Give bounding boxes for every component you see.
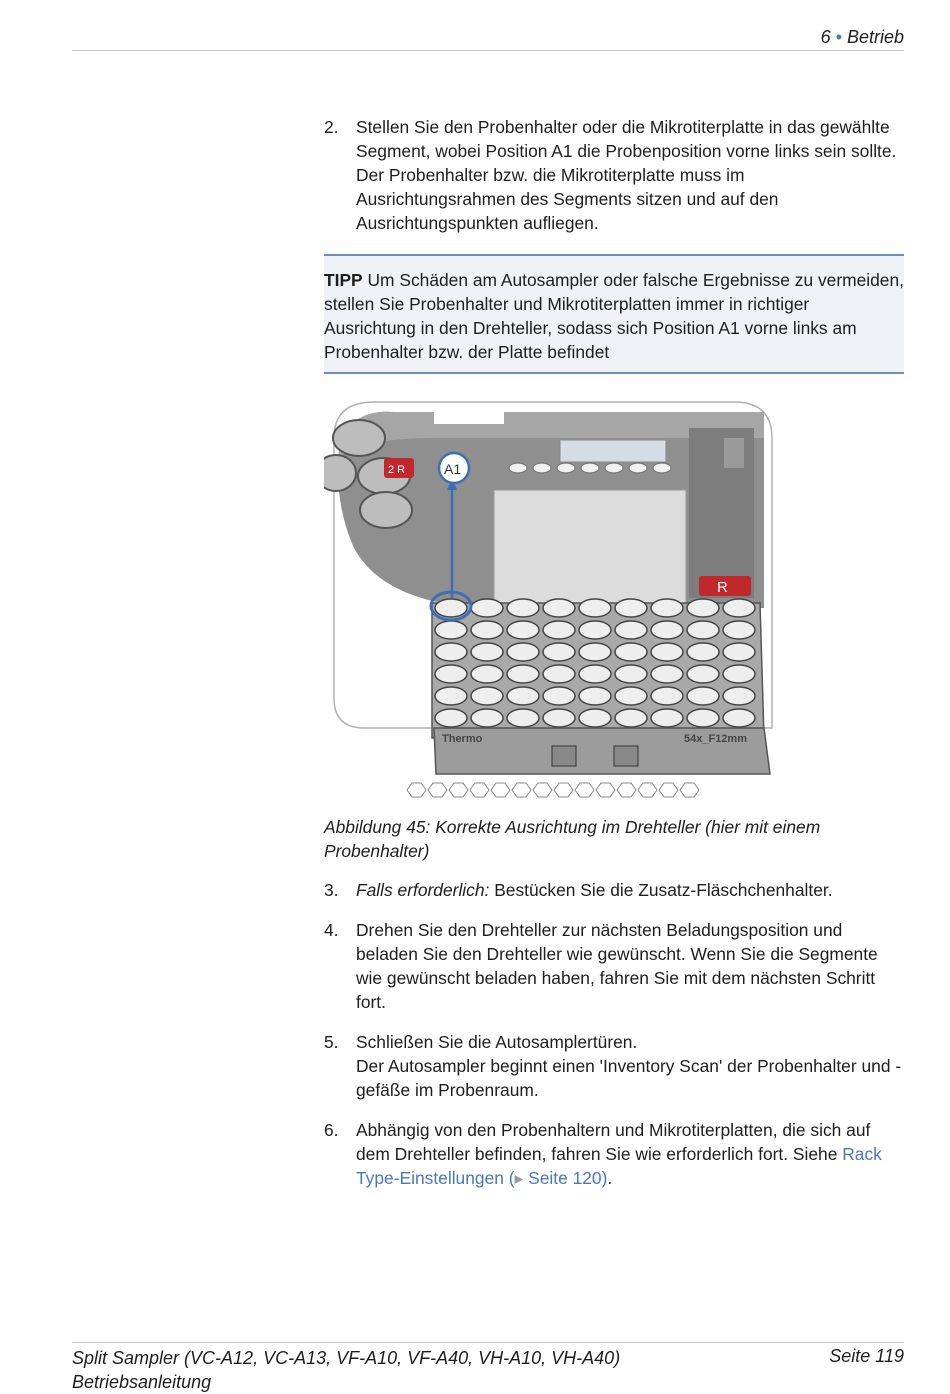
rack-hole — [435, 599, 467, 617]
hex-cell — [512, 783, 531, 797]
rack-brand: Thermo — [442, 733, 483, 745]
step-italic-lead: Falls erforderlich: — [356, 880, 490, 900]
step-number: 3. — [324, 880, 339, 900]
rack-hole — [579, 709, 611, 727]
step-3 — [324, 878, 904, 902]
rack-hole — [435, 643, 467, 661]
rack-hole — [435, 621, 467, 639]
rack-hole — [579, 621, 611, 639]
step-6 — [324, 1118, 904, 1190]
rack-hole — [687, 621, 719, 639]
rack-hole — [471, 643, 503, 661]
hex-cell — [596, 783, 615, 797]
hex-cell — [617, 783, 636, 797]
page-header — [821, 27, 904, 48]
rack-hole — [651, 599, 683, 617]
step-result: Der Autosampler beginnt einen 'Inventory Scan' der Probenhalter und -gefäße im Probenraum. — [356, 1056, 902, 1100]
step-text-main: Abhängig von den Probenhaltern und Mikrotiterplatten, die sich auf dem Drehteller befinden, fahren Sie wie erforderlich fort. Siehe — [356, 1120, 871, 1164]
hex-cell — [470, 783, 489, 797]
rack-hole — [507, 621, 539, 639]
footer-title: Split Sampler (VC-A12, VC-A13, VF-A10, VF-A40, VH-A10, VH-A40) — [72, 1348, 621, 1368]
chapter-number: 6 — [820, 27, 831, 47]
rack-hole — [615, 643, 647, 661]
figure-autosampler-tray — [324, 398, 776, 802]
rack-hole — [723, 709, 755, 727]
step-5 — [324, 1030, 904, 1102]
rack-hole — [615, 621, 647, 639]
rack-hole — [543, 621, 575, 639]
a1-callout: A1 — [444, 461, 462, 477]
page-arrow-icon: ▸ — [514, 1168, 524, 1188]
rack-hole — [615, 665, 647, 683]
rack-code: 54x_F12mm — [684, 733, 747, 745]
tray-illustration — [324, 398, 776, 802]
footer-subtitle: Betriebsanleitung — [72, 1372, 212, 1392]
rack-hole — [579, 643, 611, 661]
hex-cell — [533, 783, 552, 797]
hex-cell — [449, 783, 468, 797]
rack-hole — [651, 687, 683, 705]
rack-hole — [507, 687, 539, 705]
rack-hole — [723, 621, 755, 639]
rack-hole — [543, 687, 575, 705]
footer-rule — [72, 1342, 904, 1343]
step-4 — [324, 918, 904, 1014]
rack-hole — [543, 599, 575, 617]
step-text — [356, 1030, 904, 1102]
tray-label: R — [717, 579, 728, 596]
header-rule — [72, 50, 904, 51]
hex-cell — [575, 783, 594, 797]
hex-cell — [659, 783, 678, 797]
rack-hole — [651, 643, 683, 661]
rack-hole — [435, 709, 467, 727]
tip-box — [324, 254, 904, 374]
link-text[interactable]: Rack Type-Einstellungen ( — [356, 1144, 882, 1188]
rack-hole — [615, 599, 647, 617]
page-number: Seite 119 — [829, 1346, 904, 1366]
rack-hole — [507, 665, 539, 683]
rack-hole — [615, 687, 647, 705]
step-number: 4. — [324, 920, 339, 940]
rack-hole — [579, 665, 611, 683]
step-action: Schließen Sie die Autosamplertüren. — [356, 1032, 638, 1052]
rack-hole — [471, 687, 503, 705]
tip-text: Um Schäden am Autosampler oder falsche Ergebnisse zu vermeiden, stellen Sie Probenhalter und Mikrotiterplatten immer in richtiger Ausrichtung in den Drehteller, sodass sich Position A1 vorne links am Probenhalter bzw. der Platte befindet — [324, 270, 904, 362]
hex-cell — [680, 783, 699, 797]
step-trail: . — [607, 1168, 613, 1188]
hex-cell — [428, 783, 447, 797]
step-number: 6. — [324, 1120, 339, 1140]
step-text — [356, 1118, 904, 1190]
header-bullet: • — [835, 27, 842, 47]
rack-hole — [507, 709, 539, 727]
rack-hole — [651, 665, 683, 683]
figure-caption: Abbildung 45: Korrekte Ausrichtung im Drehteller (hier mit einem Probenhalter) — [324, 817, 821, 861]
rack-hole — [471, 709, 503, 727]
step-text-rest: Bestücken Sie die Zusatz-Fläschchenhalter. — [489, 880, 833, 900]
rack-hole — [723, 643, 755, 661]
rack-hole — [687, 599, 719, 617]
hex-cell — [638, 783, 657, 797]
step-text: Drehen Sie den Drehteller zur nächsten Beladungsposition und beladen Sie den Drehteller wie gewünscht. Wenn Sie die Segmente wie gewünscht beladen haben, fahren Sie mit dem nächsten Schritt fort. — [356, 920, 878, 1012]
rack-hole — [723, 687, 755, 705]
rack-hole — [435, 687, 467, 705]
hex-cell — [407, 783, 426, 797]
rack-hole — [687, 687, 719, 705]
link-page[interactable]: Seite 120) — [523, 1168, 608, 1188]
rack-hole — [543, 665, 575, 683]
step-text — [356, 878, 904, 902]
step-2 — [324, 115, 904, 235]
rack-hole — [687, 643, 719, 661]
rack-hole — [651, 621, 683, 639]
step-number: 2. — [324, 117, 339, 137]
rack-hole — [435, 665, 467, 683]
rack-hole — [543, 709, 575, 727]
rack-hole — [471, 599, 503, 617]
rack-hole — [723, 665, 755, 683]
rack-hole — [507, 643, 539, 661]
step-number: 5. — [324, 1032, 339, 1052]
rack-hole — [471, 665, 503, 683]
chapter-title: Betrieb — [846, 27, 904, 47]
rack-hole — [687, 665, 719, 683]
footer-left — [72, 1346, 620, 1394]
tip-label: TIPP — [324, 270, 363, 290]
step-text: Stellen Sie den Probenhalter oder die Mikrotiterplatte in das gewählte Segment, wobei Position A1 die Probenposition vorne links sein sollte. Der Probenhalter bzw. die Mikrotiterplatte muss im Ausrichtungsrahmen des Segments sitzen und auf den Ausrichtungspunkten aufliegen. — [356, 117, 897, 233]
rack-hole — [579, 599, 611, 617]
rack-hole — [543, 643, 575, 661]
rack-hole — [723, 599, 755, 617]
rack-hole — [579, 687, 611, 705]
rack-hole — [615, 709, 647, 727]
rack-hole — [507, 599, 539, 617]
rack-hole — [687, 709, 719, 727]
rack-hole — [471, 621, 503, 639]
hex-cell — [491, 783, 510, 797]
hex-cell — [554, 783, 573, 797]
rack-hole — [651, 709, 683, 727]
segment-label: 2 R — [388, 464, 406, 476]
